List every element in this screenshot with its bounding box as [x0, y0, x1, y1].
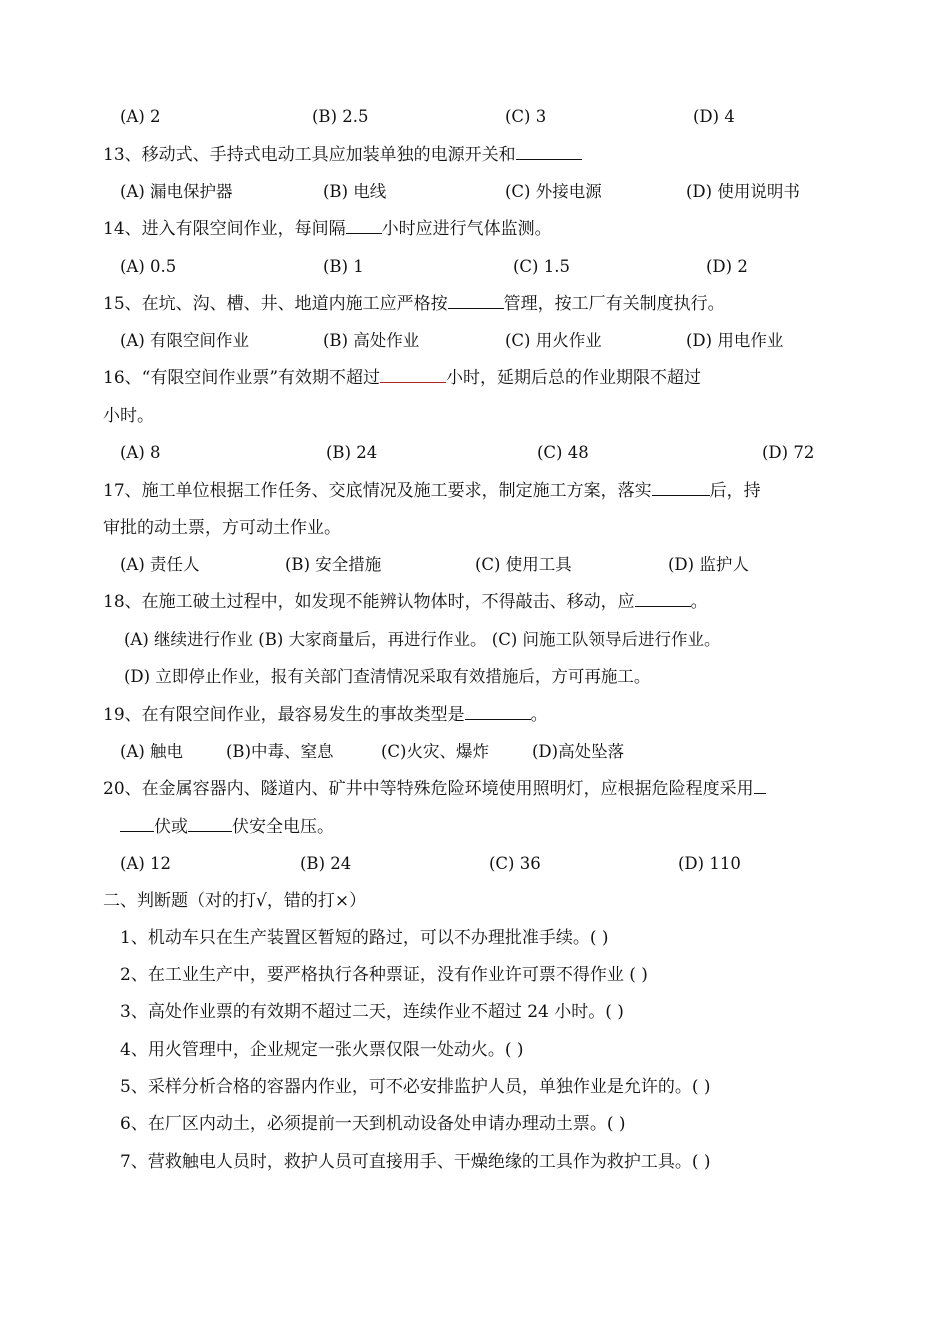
- q14-text-before: 14、进入有限空间作业，每间隔: [103, 219, 346, 239]
- question-20: [103, 777, 766, 801]
- q13-option-c: (C) 外接电源: [505, 182, 602, 201]
- q14-blank: [346, 217, 382, 234]
- q17-line2: 审批的动土票，方可动土作业。: [103, 518, 341, 538]
- question-17: [103, 479, 761, 503]
- q17-text-after: 后，持: [709, 481, 761, 501]
- q16-blank: [380, 366, 446, 383]
- question-18: [103, 590, 708, 614]
- q17-option-b: (B) 安全措施: [285, 555, 382, 574]
- q20-option-c: (C) 36: [489, 854, 541, 873]
- q16-option-c: (C) 48: [537, 443, 589, 462]
- question-16: [103, 366, 701, 390]
- tf-item-1: 1、机动车只在生产装置区暂短的路过，可以不办理批准手续。( ): [120, 928, 609, 948]
- q20-option-a: (A) 12: [120, 854, 172, 873]
- question-13: [103, 143, 582, 167]
- q20-blank-1: [120, 815, 154, 832]
- q16-option-a: (A) 8: [120, 443, 161, 462]
- tf-item-7: 7、营救触电人员时，救护人员可直接用手、干燥绝缘的工具作为救护工具。( ): [120, 1152, 711, 1172]
- q20-line2: [120, 815, 334, 839]
- q20-line1: 20、在金属容器内、隧道内、矿井中等特殊危险环境使用照明灯，应根据危险程度采用: [103, 779, 754, 799]
- q15-text-after: 管理，按工厂有关制度执行。: [503, 294, 725, 314]
- q17-blank: [652, 479, 710, 496]
- q12-option-d: (D) 4: [693, 107, 735, 126]
- question-19: [103, 703, 548, 727]
- q16-text-after: 小时，延期后总的作业期限不超过: [446, 368, 702, 388]
- q19-text-before: 19、在有限空间作业，最容易发生的事故类型是: [103, 705, 465, 725]
- q20-blank-2: [188, 815, 232, 832]
- q17-option-a: (A) 责任人: [120, 555, 200, 574]
- q13-blank: [516, 143, 582, 160]
- q17-text-before: 17、施工单位根据工作任务、交底情况及施工要求，制定施工方案，落实: [103, 481, 652, 501]
- q14-text-after: 小时应进行气体监测。: [381, 219, 552, 239]
- question-15: [103, 292, 725, 316]
- q20-blank-end: [754, 777, 766, 794]
- q14-option-a: (A) 0.5: [120, 257, 177, 276]
- q14-option-d: (D) 2: [706, 257, 748, 276]
- q18-options-line1: (A) 继续进行作业 (B) 大家商量后，再进行作业。 (C) 问施工队领导后进行作业。: [124, 630, 721, 649]
- q16-option-d: (D) 72: [762, 443, 815, 462]
- q15-option-a: (A) 有限空间作业: [120, 331, 250, 350]
- q12-option-b: (B) 2.5: [312, 107, 369, 126]
- tf-item-4: 4、用火管理中，企业规定一张火票仅限一处动火。( ): [120, 1040, 524, 1060]
- q16-option-b: (B) 24: [326, 443, 378, 462]
- q16-text-before: 16、“有限空间作业票”有效期不超过: [103, 368, 381, 388]
- q13-text: 13、移动式、手持式电动工具应加装单独的电源开关和: [103, 145, 516, 165]
- q15-option-d: (D) 用电作业: [686, 331, 784, 350]
- q19-option-b: (B)中毒、窒息: [226, 742, 334, 761]
- q15-option-b: (B) 高处作业: [323, 331, 420, 350]
- question-14: [103, 217, 552, 241]
- q20-mid2: 伏安全电压。: [232, 817, 334, 837]
- q14-option-c: (C) 1.5: [513, 257, 570, 276]
- q16-line2: 小时。: [103, 406, 154, 426]
- q13-option-a: (A) 漏电保护器: [120, 182, 233, 201]
- q17-option-c: (C) 使用工具: [475, 555, 572, 574]
- q13-option-d: (D) 使用说明书: [686, 182, 800, 201]
- q20-option-b: (B) 24: [300, 854, 352, 873]
- q14-option-b: (B) 1: [323, 257, 364, 276]
- q19-text-after: 。: [530, 705, 548, 725]
- section-2-title: 二、判断题（对的打√，错的打×）: [103, 891, 367, 911]
- tf-item-6: 6、在厂区内动土，必须提前一天到机动设备处申请办理动土票。( ): [120, 1114, 626, 1134]
- q12-option-c: (C) 3: [505, 107, 547, 126]
- q12-option-a: (A) 2: [120, 107, 161, 126]
- tf-item-2: 2、在工业生产中，要严格执行各种票证，没有作业许可票不得作业 ( ): [120, 965, 648, 985]
- tf-item-3: 3、高处作业票的有效期不超过二天，连续作业不超过 24 小时。( ): [120, 1002, 624, 1022]
- q18-text-before: 18、在施工破土过程中，如发现不能辨认物体时，不得敲击、移动，应: [103, 592, 635, 612]
- q15-text-before: 15、在坑、沟、槽、井、地道内施工应严格按: [103, 294, 448, 314]
- q19-option-a: (A) 触电: [120, 742, 184, 761]
- q15-option-c: (C) 用火作业: [505, 331, 602, 350]
- q20-option-d: (D) 110: [678, 854, 741, 873]
- q20-mid1: 伏或: [154, 817, 188, 837]
- q18-text-after: 。: [690, 592, 708, 612]
- q17-option-d: (D) 监护人: [668, 555, 749, 574]
- q18-options-line2: (D) 立即停止作业，报有关部门查清情况采取有效措施后，方可再施工。: [124, 667, 651, 686]
- q13-option-b: (B) 电线: [323, 182, 387, 201]
- q15-blank: [448, 292, 504, 309]
- q19-option-c: (C)火灾、爆炸: [381, 742, 489, 761]
- q19-option-d: (D)高处坠落: [532, 742, 625, 761]
- tf-item-5: 5、采样分析合格的容器内作业，可不必安排监护人员，单独作业是允许的。( ): [120, 1077, 711, 1097]
- q18-blank: [635, 590, 691, 607]
- q19-blank: [465, 703, 531, 720]
